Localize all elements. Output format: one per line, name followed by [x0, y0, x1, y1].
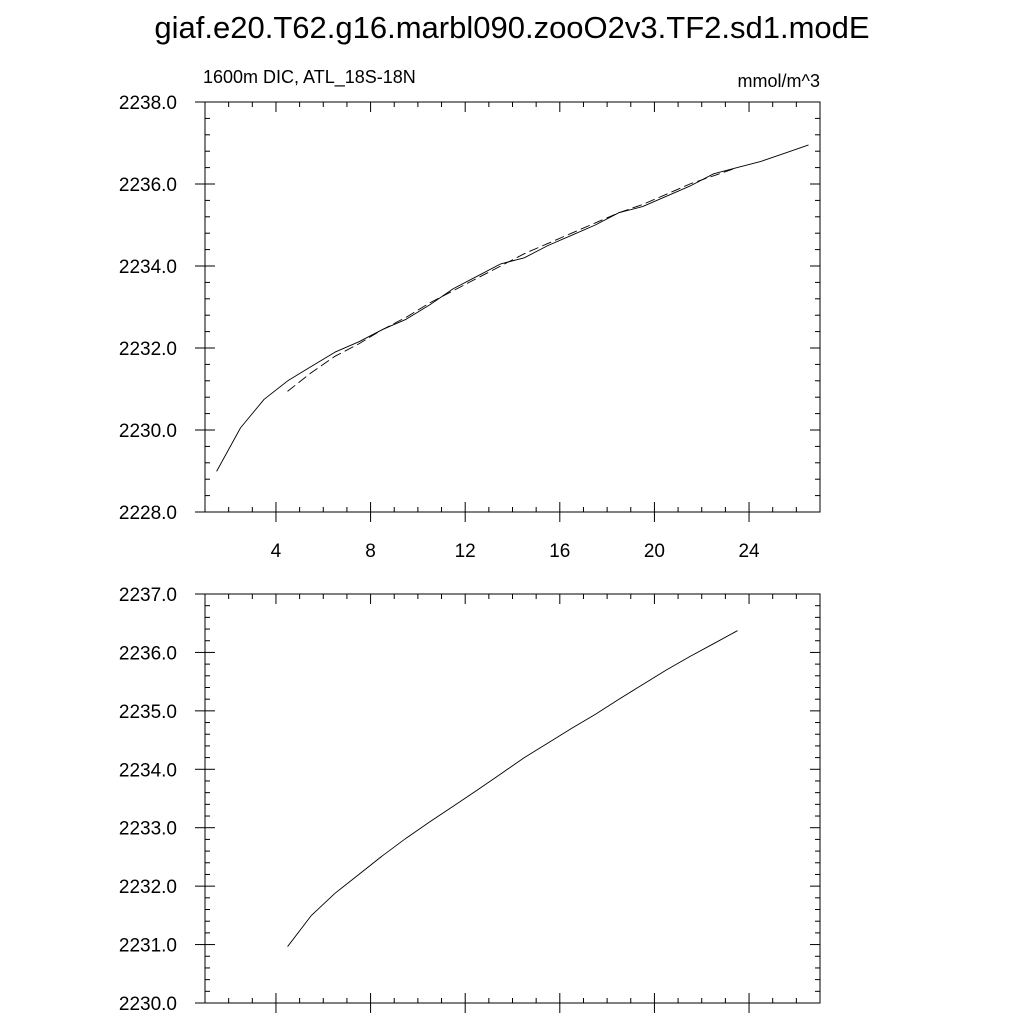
- plot2-ytick-label: 2236.0: [118, 643, 177, 665]
- plot1-ytick-label: 2230.0: [118, 421, 177, 442]
- plot2-ytick-label: 2234.0: [118, 760, 177, 782]
- plot1-series-1-line: [217, 145, 808, 471]
- plot1-ytick-label: 2234.0: [118, 257, 177, 278]
- plot2-series-1-line: [288, 631, 737, 947]
- plot2-ytick-label: 2235.0: [118, 701, 177, 723]
- plot1-xtick-label: 16: [549, 541, 571, 562]
- plot2-ytick-label: 2231.0: [118, 935, 177, 957]
- plot1-xtick-label: 12: [454, 541, 476, 562]
- plot1-ytick-label: 2236.0: [118, 175, 177, 196]
- plot1-ytick-label: 2228.0: [118, 503, 177, 524]
- plot1-series-2-line: [288, 168, 737, 392]
- plot2-ytick-label: 2230.0: [118, 994, 177, 1015]
- plot1-frame: [205, 102, 820, 512]
- plot2-ytick-label: 2237.0: [118, 585, 177, 606]
- plot2-frame: [205, 594, 820, 1003]
- plot1-ytick-label: 2238.0: [118, 93, 177, 114]
- plot1-xtick-label: 24: [738, 541, 760, 562]
- plot2-ytick-label: 2232.0: [118, 877, 177, 899]
- plot1-xtick-label: 8: [365, 541, 376, 562]
- plot1-xtick-label: 4: [270, 541, 282, 562]
- plot1-xtick-label: 20: [643, 541, 665, 562]
- chart-subtitle-left: 1600m DIC, ATL_18S-18N: [203, 67, 416, 87]
- plot2-ytick-label: 2233.0: [118, 818, 177, 840]
- plot1-ytick-label: 2232.0: [118, 339, 177, 360]
- chart-title: giaf.e20.T62.g16.marbl090.zooO2v3.TF2.sd1.modE: [154, 10, 870, 45]
- chart-units-label: mmol/m^3: [737, 71, 820, 91]
